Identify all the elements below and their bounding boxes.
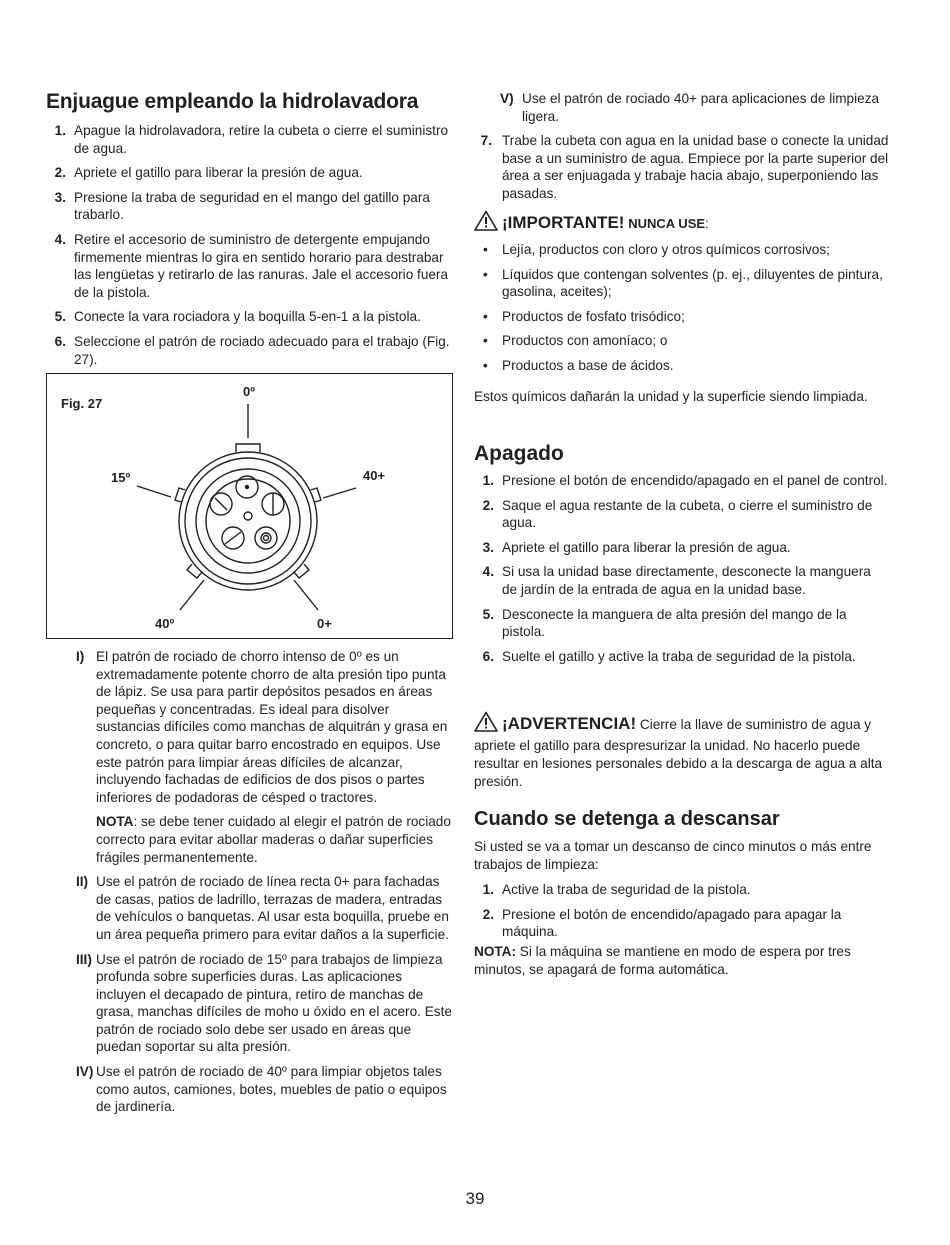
figure-27 [46, 373, 453, 639]
list-item: • Productos a base de ácidos. [483, 357, 674, 373]
cuando-nota: NOTA: Si la máquina se mantiene en modo de espera por tres minutos, se apagará de forma automática. [474, 944, 851, 977]
list-item: 6. Suelte el gatillo y active la traba de seguridad de la pistola. [482, 648, 856, 664]
cuando-steps [474, 881, 889, 948]
figure-label: Fig. 27 [61, 396, 103, 411]
label-15-degree: 15º [111, 470, 131, 485]
page-number: 39 [465, 1189, 485, 1208]
list-item: 2. Saque el agua restante de la cubeta, o cierre el suministro de agua. [482, 497, 873, 531]
list-item: IV) Use el patrón de rociado de 40º para limpiar objetos tales como autos, camiones, botes, muebles de patio o equipos de jardinería. [76, 1064, 447, 1115]
enjuague-steps [46, 122, 454, 375]
list-item: • Productos con amoníaco; o [483, 333, 668, 349]
list-item: 7. Trabe la cubeta con agua en la unidad base o conecte la unidad base a un suministro de agua. Empiece por la parte superior del área a ser enjuagada y trabaje hacia abajo, superponiendo las pasadas. [480, 133, 889, 201]
rinse-step-7 [474, 132, 889, 209]
advertencia-warning: ¡ADVERTENCIA! Cierre la llave de suministro de agua y apriete el gatillo para despresurizar la unidad. No hacerlo puede resultar en lesiones personales debido a la descarga de agua a alta presión. [474, 711, 889, 791]
list-item: 6. Seleccione el patrón de rociado adecuado para el trabajo (Fig. 27). [54, 333, 450, 367]
label-40-degree: 40º [155, 616, 175, 631]
list-item: • Lejía, productos con cloro y otros químicos corrosivos; [483, 242, 830, 257]
list-item: 5. Conecte la vara rociadora y la boquilla 5-en-1 a la pistola. [54, 309, 421, 325]
list-item: II) Use el patrón de rociado de línea recta 0+ para fachadas de casas, patios de ladrillo, terrazas de madera, entradas de vehículos o banquetas. Al usar esta boquilla, pruebe en un área pequeña primero para evitar daños a la superficie. [76, 874, 449, 942]
list-item: 2. Presione el botón de encendido/apagado para apagar la máquina. [482, 906, 842, 940]
list-item: 5. Desconecte la manguera de alta presión del mango de la pistola. [482, 606, 847, 640]
list-item: • Líquidos que contengan solventes (p. ej., diluyentes de pintura, gasolina, aceites); [483, 266, 883, 300]
list-item: 1. Active la traba de seguridad de la pistola. [482, 882, 751, 897]
label-40-plus: 40+ [363, 468, 386, 483]
list-item: 3. Apriete el gatillo para liberar la presión de agua. [482, 539, 791, 555]
list-item: 1. Apague la hidrolavadora, retire la cubeta o cierre el suministro de agua. [54, 123, 449, 156]
never-use-list [474, 241, 889, 382]
list-item: 3. Presione la traba de seguridad en el mango del gatillo para trabarlo. [54, 189, 430, 223]
list-item: • Productos de fosfato trisódico; [483, 308, 685, 324]
list-item: 4. Si usa la unidad base directamente, desconecte la manguera de jardín de la entrada de agua en la unidad base. [482, 564, 871, 597]
warning-triangle-icon [474, 711, 498, 737]
chemicals-note: Estos químicos dañarán la unidad y la superficie siendo limpiada. [474, 389, 868, 404]
spray-patterns [76, 648, 454, 1123]
section-title-apagado: Apagado [474, 442, 564, 465]
label-0-plus: 0+ [317, 616, 332, 631]
importante-warning: ¡IMPORTANTE! NUNCA USE: [474, 210, 889, 236]
list-item: III) Use el patrón de rociado de 15º para trabajos de limpieza profunda sobre superficies duras. Las aplicaciones incluyen el decapado de pintura, retiro de manchas de grasa, manchas difíciles de moho u óxido en el acero. Este patrón de rociado solo debe ser usado en áreas que puedan soportar su alta presión. [76, 951, 452, 1055]
apagado-steps [474, 472, 889, 672]
warning-triangle-icon [474, 210, 498, 236]
list-item: V) Use el patrón de rociado 40+ para aplicaciones de limpieza ligera. [500, 91, 880, 124]
nozzle-diagram [47, 374, 452, 638]
label-0-degree: 0º [243, 384, 255, 399]
section-title-enjuague: Enjuague empleando la hidrolavadora [46, 90, 419, 113]
list-item: 4. Retire el accesorio de suministro de detergente empujando firmemente mientras lo gira en sentido horario para destrabar las lengüetas y retirarlo de las ranuras. Jale el accesorio fuera de la pistola. [54, 231, 449, 300]
nota-block: NOTA: se debe tener cuidado al elegir el patrón de rociado correcto para evitar abollar maderas o dañar superficies frágiles permanentemente. [96, 814, 451, 865]
list-item: 2. Apriete el gatillo para liberar la presión de agua. [54, 165, 363, 181]
cuando-intro: Si usted se va a tomar un descanso de cinco minutos o más entre trabajos de limpieza: [474, 839, 872, 872]
section-title-cuando: Cuando se detenga a descansar [474, 808, 780, 830]
list-item: 1. Presione el botón de encendido/apagado en el panel de control. [482, 473, 888, 488]
list-item: I) El patrón de rociado de chorro intenso de 0º es un extremadamente potente chorro de alta presión tipo punta de lápiz. Se usa para partir depósitos pesados en áreas pequeñas y concentradas. Es ideal para disolver sustancias difíciles como manchas de alquitrán y grasa en concreto, o para quitar barro encostrado en equipos. Use este patrón para limpiar áreas difíciles de alcanzar, incluyendo fachadas de edificios de dos pisos o partes inferiores de podadoras de césped o tractores. [76, 649, 448, 805]
